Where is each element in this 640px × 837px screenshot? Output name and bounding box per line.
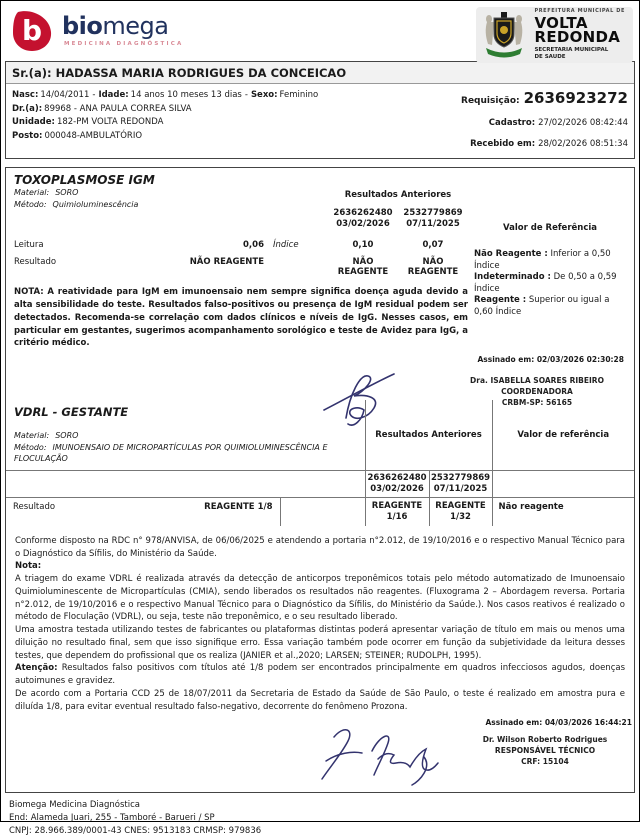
patient-line-birth: Nasc: 14/04/2011 - Idade: 14 anos 10 meses 13 dias - Sexo: Feminino — [12, 89, 398, 103]
patient-box — [5, 61, 635, 159]
biomega-tagline: MEDICINA DIAGNÓSTICA — [64, 41, 183, 47]
section-toxoplasmose-igm — [6, 168, 634, 400]
patient-line-station: Posto: 000048-AMBULATÓRIO — [12, 130, 398, 144]
lab-footer — [1, 793, 639, 837]
toxo-leitura-prev2: 0,07 — [398, 240, 468, 250]
vdrl-note-paragraph: Nota: A triagem do exame VDRL é realizada através da detecção de anticorpos treponêmicos totais pelo método automatizado de Imunoensaio Quimioluminescente de Micropartículas (CMIA), sendo liberados os resultados não reagentes. (Fluxograma 2 – Abordagem reversa. Portaria n°2.012, de 19/10/2016 e o respectivo Manual Técnico para o Diagnóstico da Sífilis, do Ministério da Saúde.). Nos casos reativos é realizado o método de Floculação (VDRL), ou seja, teste não treponêmico, e o seu resultado liberado. — [15, 560, 625, 624]
signature-responsavel-icon — [308, 723, 448, 789]
toxo-note: NOTA: A reatividade para IgM em imunoensaio nem sempre significa doença aguda devido a alta sensibilidade do teste. Resultados falso-positivos ou presença de IgM residual podem ser detectados. Recomenda-se correlação com dados clínicos e níveis de IgG. Nesses casos, em particular em gestantes, sugerimos acompanhamento sorológico e teste de Avidez para IgG, a critério médico. — [14, 286, 468, 350]
vdrl-ref-header: Valor de referência — [492, 400, 634, 470]
toxo-leitura-label: Leitura — [14, 240, 162, 250]
toxo-signer-name: Dra. ISABELLA SOARES RIBEIRO — [448, 376, 626, 387]
biomega-logo — [9, 7, 183, 53]
footer-registries: CNPJ: 28.966.389/0001-43 CNES: 9513183 CRMSP: 979836 — [9, 825, 631, 837]
vdrl-prev2-result: REAGENTE 1/32 — [429, 497, 492, 526]
biomega-name-light: mega — [102, 12, 168, 40]
toxo-resultado-prev2: NÃO REAGENTE — [398, 257, 468, 277]
patient-line-unit: Unidade: 182-PM VOLTA REDONDA — [12, 116, 398, 130]
vdrl-notes — [6, 526, 634, 714]
vdrl-signed-at: Assinado em: 04/03/2026 16:44:21 — [6, 718, 634, 727]
patient-name-bar — [6, 62, 634, 84]
prefeitura-name2: REDONDA — [534, 30, 625, 44]
vdrl-prev-header: Resultados Anteriores — [365, 400, 492, 470]
prefeitura-line1: PREFEITURA MUNICIPAL DE — [534, 9, 625, 14]
footer-lab-name: Biomega Medicina Diagnóstica — [9, 799, 631, 812]
requisition-number: Requisição: 2636923272 — [398, 89, 628, 107]
toxo-prev-header: Resultados Anteriores — [328, 190, 468, 200]
vdrl-result-cell — [6, 497, 280, 526]
vdrl-note-paragraph: De acordo com a Portaria CCD 25 de 18/07/2011 da Secretaria de Estado da Saúde de São Paulo, o teste é realizado em amostra pura e diluída 1/8, para evitar eventual resultado falso-negativo, decorrente do fenômeno Prozona. — [15, 688, 625, 714]
biomega-drop-icon — [9, 7, 55, 53]
toxo-prev1-id: 2636262480 03/02/2026 — [328, 208, 398, 230]
toxo-ref-header: Valor de Referência — [474, 223, 626, 233]
toxo-title: TOXOPLASMOSE IGM — [14, 173, 626, 187]
vdrl-result-value: REAGENTE 1/8 — [204, 502, 272, 512]
toxo-signer-role: COORDENADORA — [448, 387, 626, 398]
prefeitura-name1: VOLTA — [534, 16, 625, 30]
coat-of-arms-icon — [481, 10, 527, 60]
vdrl-note-paragraph: Atenção: Resultados falso positivos com títulos até 1/8 podem ser encontrados principalmente em quadros infecciosos agudos, doenças autoimunes e gravidez. — [15, 662, 625, 688]
prefeitura-logo — [476, 7, 633, 63]
prefeitura-wordmark — [534, 9, 625, 62]
patient-name-label: Sr.(a): — [12, 66, 52, 80]
toxo-reference-values: Não Reagente : Inferior a 0,50 Índice Indeterminado : De 0,50 a 0,59 Índice Reagente : Superior ou igual a 0,60 Índice — [474, 249, 626, 318]
toxo-resultado-value: NÃO REAGENTE — [162, 257, 264, 267]
vdrl-result-label: Resultado — [13, 502, 55, 512]
toxo-signer-registry: CRBM-SP: 56165 — [448, 398, 626, 409]
biomega-wordmark — [62, 14, 183, 47]
vdrl-reference-value: Não reagente — [492, 497, 634, 526]
vdrl-signer-registry: CRF: 15104 — [456, 757, 634, 768]
toxo-leitura-prev1: 0,10 — [328, 240, 398, 250]
recebido-datetime: Recebido em: 28/02/2026 08:51:34 — [398, 139, 628, 149]
vdrl-prev1-id: 2636262480 03/02/2026 — [365, 470, 429, 497]
toxo-resultado-prev1: NÃO REAGENTE — [328, 257, 398, 277]
vdrl-title: VDRL - GESTANTE — [14, 405, 357, 419]
toxo-signed-at: Assinado em: 02/03/2026 02:30:28 — [14, 355, 626, 364]
section-vdrl-gestante — [6, 400, 634, 526]
prefeitura-sub2: DE SAUDE — [534, 54, 625, 61]
patient-line-doctor: Dr.(a): 89968 - ANA PAULA CORREA SILVA — [12, 103, 398, 117]
vdrl-signer-block — [456, 735, 634, 768]
toxo-material: Material: SORO — [14, 187, 626, 199]
requisition-details — [398, 89, 628, 149]
vdrl-signer-name: Dr. Wilson Roberto Rodrigues — [456, 735, 634, 746]
toxo-prev-ids — [14, 208, 468, 230]
cadastro-datetime: Cadastro: 27/02/2026 08:42:44 — [398, 118, 628, 128]
vdrl-material: Material: SORO — [14, 430, 357, 442]
toxo-prev2-id: 2532779869 07/11/2025 — [398, 208, 468, 230]
toxo-reference-column — [474, 190, 626, 350]
patient-name: HADASSA MARIA RODRIGUES DA CONCEICAO — [56, 66, 347, 80]
vdrl-method: Método: IMUNOENSAIO DE MICROPARTÍCULAS POR QUIMIOLUMINESCÊNCIA E FLOCULAÇÃO — [14, 442, 357, 465]
toxo-method: Método: Quimioluminescência — [14, 199, 626, 211]
report-header — [1, 1, 639, 61]
results-box — [5, 167, 635, 793]
vdrl-note-paragraph: Uma amostra testada utilizando testes de fabricantes ou plataformas distintas poderá apresentar variação de título em mais ou menos uma diluição no resultado final, sem que isso signifique erro. Essa variação também pode ocorrer em função da subjetividade da leitura desses testes, que dependem do profissional que os realiza (JANIER et al.,2020; LARSEN; STEINER; RUDOLPH, 1995). — [15, 624, 625, 662]
vdrl-header-cell — [6, 400, 365, 470]
toxo-leitura-value: 0,06 — [162, 240, 264, 250]
vdrl-prev2-id: 2532779869 07/11/2025 — [429, 470, 492, 497]
footer-address: End: Alameda Juari, 255 - Tamboré - Barueri / SP — [9, 812, 631, 825]
toxo-results — [14, 190, 474, 350]
toxo-leitura-unit: Índice — [264, 240, 328, 250]
toxo-resultado-label: Resultado — [14, 257, 162, 267]
vdrl-prev1-result: REAGENTE 1/16 — [365, 497, 429, 526]
toxo-row-resultado — [14, 257, 468, 277]
vdrl-signer-role: RESPONSÁVEL TÉCNICO — [456, 746, 634, 757]
toxo-row-leitura — [14, 240, 468, 250]
svg-text:b: b — [22, 14, 42, 47]
biomega-name-bold: bio — [62, 12, 102, 40]
patient-info — [6, 84, 634, 158]
prefeitura-sub1: SECRETARIA MUNICIPAL — [534, 47, 625, 54]
patient-details — [12, 89, 398, 149]
vdrl-note-paragraph: Conforme disposto na RDC n° 978/ANVISA, de 06/06/2025 e atendendo a portaria n°2.012, de 19/10/2016 e o respectivo Manual Técnico para o Diagnóstico da Sífilis, do Ministério da Saúde. — [15, 535, 625, 561]
